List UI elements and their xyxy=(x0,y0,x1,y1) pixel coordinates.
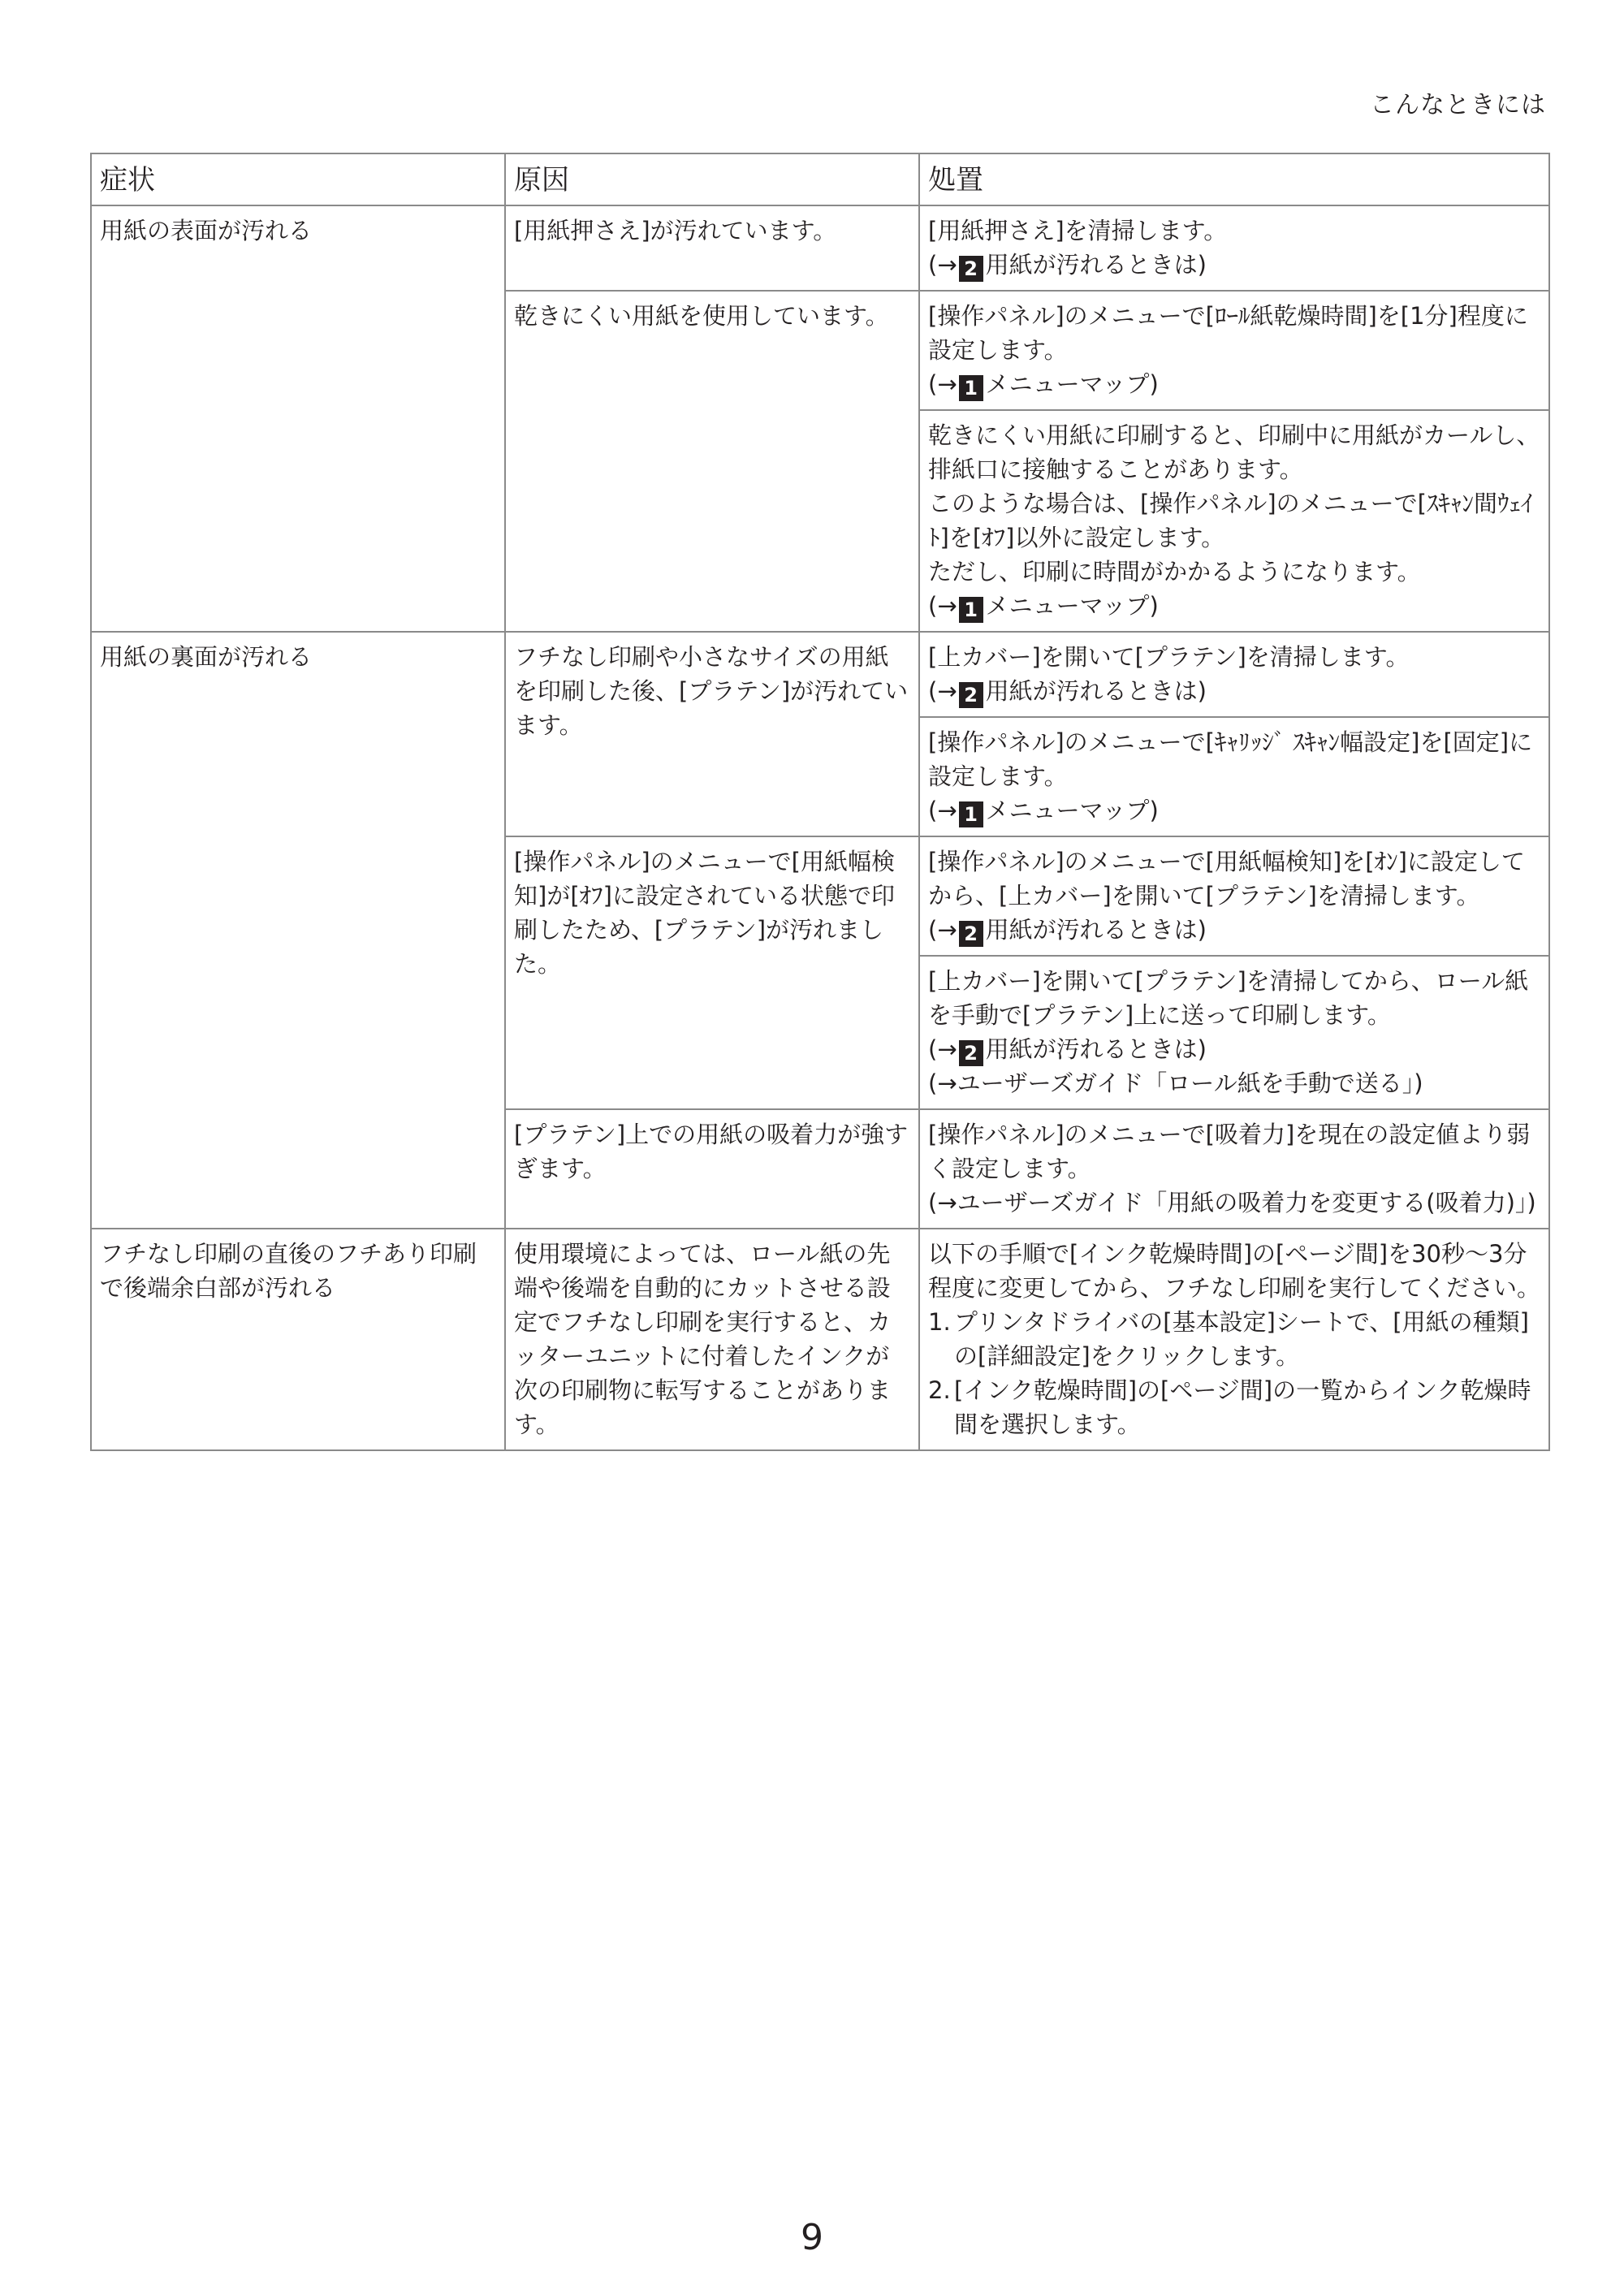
ref-title: 用紙が汚れるときは) xyxy=(985,1035,1207,1063)
ref-title: メニューマップ) xyxy=(985,370,1159,398)
action-text: [上カバー]を開いて[プラテン]を清掃します。 xyxy=(928,643,1410,671)
reference-number-badge: 2 xyxy=(959,682,983,708)
cross-reference xyxy=(928,793,1540,827)
ref-title: 用紙が汚れるときは) xyxy=(985,677,1207,705)
action-text: このような場合は、[操作パネル]のメニューで[ｽｷｬﾝ間ｳｪｲﾄ]を[ｵﾌ]以外に設定します。 xyxy=(928,490,1533,551)
ref-prefix: (→ xyxy=(928,251,957,279)
column-header-symptom: 症状 xyxy=(91,153,505,205)
reference-number-badge: 1 xyxy=(959,597,983,623)
ref-title: 用紙が汚れるときは) xyxy=(985,251,1207,279)
ref-title: メニューマップ) xyxy=(985,592,1159,620)
cross-reference xyxy=(928,367,1540,401)
action-text: [上カバー]を開いて[プラテン]を清掃してから、ロール紙を手動で[プラテン]上に送って印刷します。 xyxy=(928,967,1529,1029)
step-number: 1. xyxy=(928,1308,951,1336)
cross-reference xyxy=(928,913,1540,947)
ref-prefix: (→ xyxy=(928,370,957,398)
action-cell xyxy=(919,632,1549,717)
action-text: [操作パネル]のメニューで[用紙幅検知]を[ｵﾝ]に設定してから、[上カバー]を開いて[プラテン]を清掃します。 xyxy=(928,848,1525,909)
cause-cell: 使用環境によっては、ロール紙の先端や後端を自動的にカットさせる設定でフチなし印刷を実行すると、カッターユニットに付着したインクが次の印刷物に転写することがあります。 xyxy=(505,1229,919,1450)
cross-reference xyxy=(928,1032,1540,1066)
action-cell xyxy=(919,291,1549,410)
action-text: [操作パネル]のメニューで[ｷｬﾘｯｼﾞ ｽｷｬﾝ幅設定]を[固定]に設定します。 xyxy=(928,728,1533,790)
reference-number-badge: 2 xyxy=(959,1040,983,1066)
reference-number-badge: 2 xyxy=(959,921,983,947)
cause-cell: [用紙押さえ]が汚れています。 xyxy=(505,205,919,291)
procedure-step xyxy=(928,1305,1540,1373)
cause-cell: フチなし印刷や小さなサイズの用紙を印刷した後、[プラテン]が汚れています。 xyxy=(505,632,919,836)
cross-reference: (→ユーザーズガイド「ロール紙を手動で送る」) xyxy=(928,1069,1423,1097)
reference-number-badge: 1 xyxy=(959,375,983,401)
table-row xyxy=(91,632,1549,717)
symptom-cell: 用紙の表面が汚れる xyxy=(91,205,505,632)
ref-prefix: (→ xyxy=(928,677,957,705)
action-cell xyxy=(919,410,1549,632)
cause-cell: [プラテン]上での用紙の吸着力が強すぎます。 xyxy=(505,1109,919,1229)
table-row xyxy=(91,205,1549,291)
ref-prefix: (→ xyxy=(928,797,957,824)
action-text: [用紙押さえ]を清掃します。 xyxy=(928,217,1228,244)
symptom-cell: フチなし印刷の直後のフチあり印刷で後端余白部が汚れる xyxy=(91,1229,505,1450)
step-number: 2. xyxy=(928,1376,951,1404)
action-cell xyxy=(919,1229,1549,1450)
ref-title: 用紙が汚れるときは) xyxy=(985,916,1207,944)
procedure-steps xyxy=(928,1305,1540,1441)
cause-cell: 乾きにくい用紙を使用しています。 xyxy=(505,291,919,632)
column-header-cause: 原因 xyxy=(505,153,919,205)
column-header-action: 処置 xyxy=(919,153,1549,205)
symptom-cell: 用紙の裏面が汚れる xyxy=(91,632,505,1229)
troubleshooting-table xyxy=(90,153,1550,1451)
ref-prefix: (→ xyxy=(928,916,957,944)
ref-title: メニューマップ) xyxy=(985,797,1159,824)
ref-prefix: (→ xyxy=(928,592,957,620)
action-cell xyxy=(919,1109,1549,1229)
table-row xyxy=(91,1229,1549,1450)
action-cell xyxy=(919,836,1549,956)
action-cell xyxy=(919,717,1549,836)
cross-reference xyxy=(928,674,1540,708)
reference-number-badge: 1 xyxy=(959,801,983,827)
action-cell xyxy=(919,205,1549,291)
ref-prefix: (→ xyxy=(928,1035,957,1063)
action-text: 乾きにくい用紙に印刷すると、印刷中に用紙がカールし、排紙口に接触することがあります。 xyxy=(928,421,1540,483)
cross-reference xyxy=(928,589,1540,623)
action-text: [操作パネル]のメニューで[吸着力]を現在の設定値より弱く設定します。 xyxy=(928,1121,1531,1182)
reference-number-badge: 2 xyxy=(959,256,983,282)
action-text: [操作パネル]のメニューで[ﾛｰﾙ紙乾燥時間]を[1分]程度に設定します。 xyxy=(928,302,1528,364)
table-header-row xyxy=(91,153,1549,205)
page-number: 9 xyxy=(801,2217,823,2258)
step-text: [インク乾燥時間]の[ページ間]の一覧からインク乾燥時間を選択します。 xyxy=(954,1376,1531,1438)
action-text: ただし、印刷に時間がかかるようになります。 xyxy=(928,558,1421,585)
cross-reference xyxy=(928,248,1540,282)
step-text: プリンタドライバの[基本設定]シートで、[用紙の種類]の[詳細設定]をクリックします。 xyxy=(954,1308,1529,1370)
running-header: こんなときには xyxy=(1370,91,1546,119)
action-cell xyxy=(919,956,1549,1109)
procedure-step xyxy=(928,1373,1540,1441)
cause-cell: [操作パネル]のメニューで[用紙幅検知]が[ｵﾌ]に設定されている状態で印刷したため、[プラテン]が汚れました。 xyxy=(505,836,919,1109)
action-text: 以下の手順で[インク乾燥時間]の[ページ間]を30秒〜3分程度に変更してから、フチなし印刷を実行してください。 xyxy=(928,1240,1541,1302)
cross-reference: (→ユーザーズガイド「用紙の吸着力を変更する(吸着力)」) xyxy=(928,1189,1536,1216)
